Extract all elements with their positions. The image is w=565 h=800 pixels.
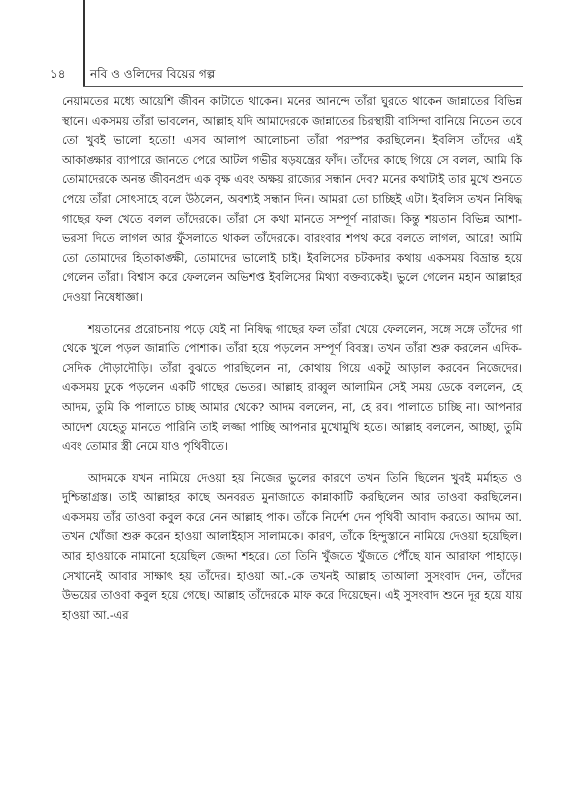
paragraph: নেয়ামতের মধ্যে আয়েশি জীবন কাটাতে থাকেন। মনের আনন্দে তাঁরা ঘুরতে থাকেন জান্নাতের বিভিন্ন স্থানে। একসময় তাঁরা ভাবলেন, আল্লাহ যদি আমাদেরকে জান্নাতের চিরস্থায়ী বাসিন্দা বানিয়ে নিতেন তবে তো খুবই ভালো হতো! এসব আলাপ আলোচনা তাঁরা পরস্পর করছিলেন। ইবলিস তাঁদের এই আকাঙ্ক্ষার ব্যাপারে জানতে পেরে আটল গভীর ষড়যন্ত্রের ফাঁদ। তাঁদের কাছে গিয়ে সে বলল, আমি কি তোমাদেরকে অনন্ত জীবনপ্রদ এক বৃক্ষ এবং অক্ষয় রাজ্যের সন্ধান দেব? মনের কথাটাই তার মুখে শুনতে পেয়ে তাঁরা সোৎসাহে বলে উঠলেন, অবশ্যই সন্ধান দিন। আমরা তো চাচ্ছিই এটা। ইবলিস তখন নিষিদ্ধ গাছের ফল খেতে বলল তাঁদেরকে। তাঁরা সে কথা মানতে সম্পূর্ণ নারাজ। কিন্তু শয়তান বিভিন্ন আশা-ভরসা দিতে লাগল আর ফুঁসলাতে থাকল তাঁদেরকে। বারংবার শপথ করে বলতে লাগল, আরে! আমি তো তোমাদের হিতাকাঙ্ক্ষী, তোমাদের ভালোই চাই। ইবলিসের চটকদার কথায় একসময় বিভ্রান্ত হয়ে গেলেন তাঁরা। বিশ্বাস করে ফেললেন অভিশপ্ত ইবলিসের মিথ্যা বক্তব্যকেই। ভুলে গেলেন মহান আল্লাহর দেওয়া নিষেধাজ্ঞা। — [62, 95, 522, 304]
header-horizontal-rule — [83, 86, 523, 87]
header-vertical-rule — [83, 0, 85, 87]
running-title: নবি ও ওলিদের বিয়ের গল্প — [90, 67, 216, 81]
page-header — [0, 0, 565, 90]
page-body — [62, 92, 522, 625]
paragraph: শয়তানের প্ররোচনায় পড়ে যেই না নিষিদ্ধ গাছের ফল তাঁরা খেয়ে ফেললেন, সঙ্গে সঙ্গে তাঁদের গা থেকে খুলে পড়ল জান্নাতি পোশাক। তাঁরা হয়ে পড়লেন সম্পূর্ণ বিবস্ত্র। তখন তাঁরা শুরু করলেন এদিক-সেদিক দৌড়াদৌড়ি। তাঁরা বুঝতে পারছিলেন না, কোথায় গিয়ে একটু আড়াল করবেন নিজেদের। একসময় ঢুকে পড়লেন একটি গাছের ভেতর। আল্লাহ রাব্বুল আলামিন সেই সময় ডেকে বললেন, হে আদম, তুমি কি পালাতে চাচ্ছ আমার থেকে? আদম বললেন, না, হে রব। পালাতে চাচ্ছি না। আপনার আদেশ যেহেতু মানতে পারিনি তাই লজ্জা পাচ্ছি আপনার মুখোমুখি হতে। আল্লাহ বললেন, আচ্ছা, তুমি এবং তোমার স্ত্রী নেমে যাও পৃথিবীতে। — [62, 322, 522, 454]
page-number: ১৪ — [50, 67, 66, 81]
paragraph: আদমকে যখন নামিয়ে দেওয়া হয় নিজের ভুলের কারণে তখন তিনি ছিলেন খুবই মর্মাহত ও দুশ্চিন্তাগ্রস্ত। তাই আল্লাহর কাছে অনবরত মুনাজাতে কান্নাকাটি করছিলেন আর তাওবা করছিলেন। একসময় তাঁর তাওবা কবুল করে নেন আল্লাহ পাক। তাঁকে নির্দেশ দেন পৃথিবী আবাদ করতে। আদম আ. তখন খোঁজা শুরু করেন হাওয়া আলাইহাস সালামকে। কারণ, তাঁকে হিন্দুস্তানে নামিয়ে দেওয়া হয়েছিল। আর হাওয়াকে নামানো হয়েছিল জেদ্দা শহরে। তো তিনি খুঁজতে খুঁজতে পৌঁছে যান আরাফা পাহাড়ে। সেখানেই আবার সাক্ষাৎ হয় তাঁদের। হাওয়া আ.-কে তখনই আল্লাহ তাআলা সুসংবাদ দেন, তাঁদের উভয়ের তাওবা কবুল হয়ে গেছে। আল্লাহ তাঁদেরকে মাফ করে দিয়েছেন। এই সুসংবাদ শুনে দূর হয়ে যায় হাওয়া আ.-এর — [62, 471, 522, 622]
